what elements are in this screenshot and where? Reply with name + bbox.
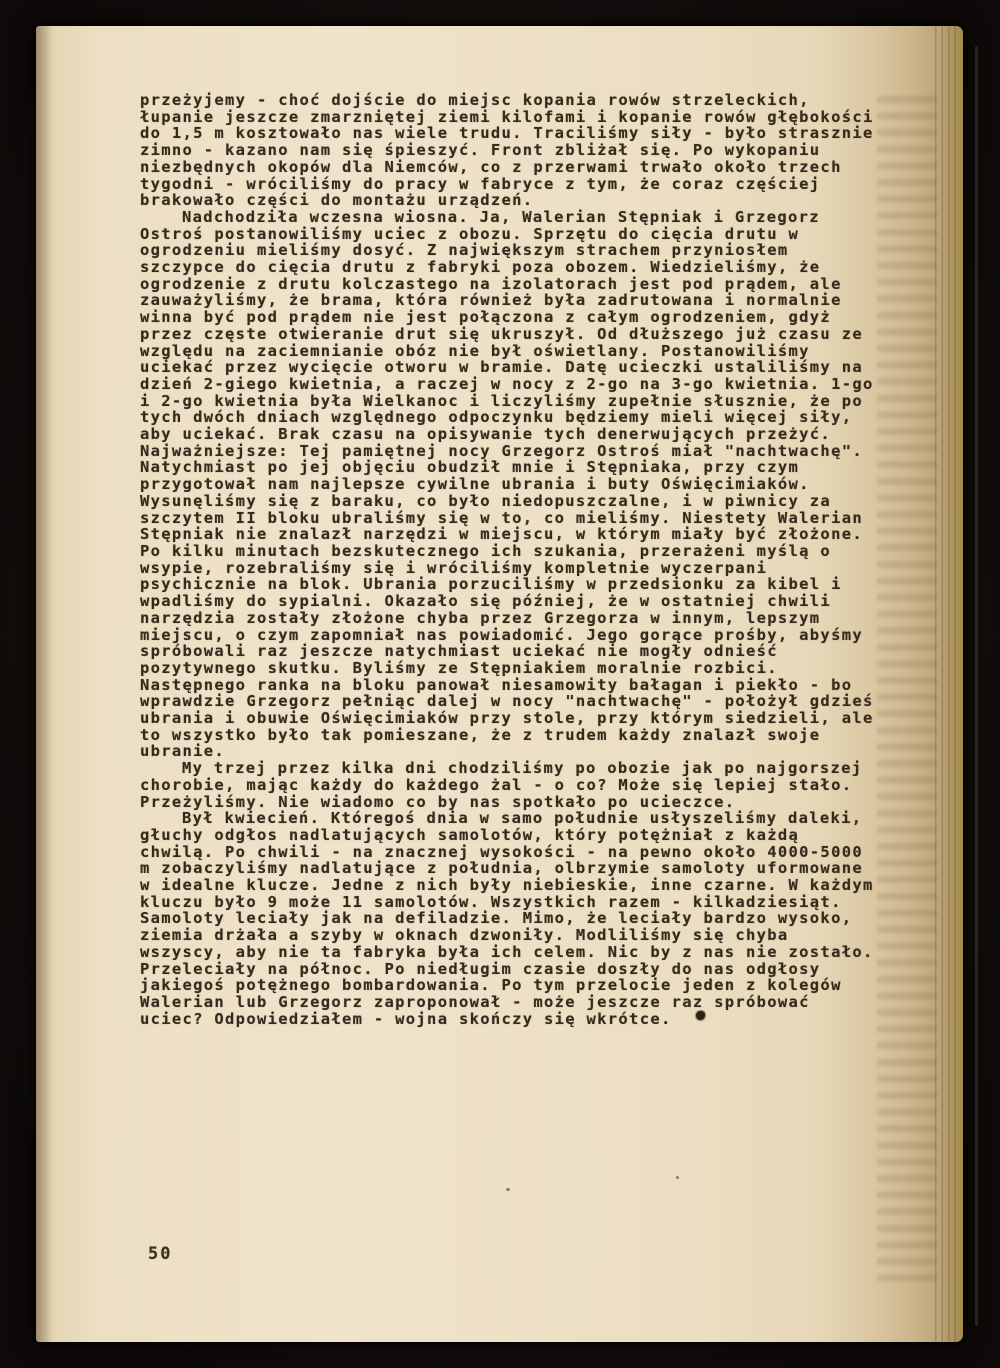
page-stack-edge xyxy=(935,26,961,1342)
page-left-edge-shadow xyxy=(36,26,54,1342)
paragraph-1: przeżyjemy - choć dojście do miejsc kopania rowów strzeleckich, łupanie jeszcze zmarzniętej ziemi kilofami i kopanie rowów głębokości do 1,5 m kosztowało nas wiele trudu. Traciliśmy siły - było strasznie zimno - kazano nam się śpieszyć. Front zbliżał się. Po wykopaniu niezbędnych okopów dla Niemców, co z przerwami trwało około trzech tygodni - wróciliśmy do pracy w fabryce z tym, że coraz częściej brakowało części do montażu urządzeń. xyxy=(140,91,874,210)
bleed-through-text xyxy=(877,96,937,1286)
scan-speck xyxy=(676,1176,679,1179)
book-page xyxy=(36,26,963,1342)
paragraph-2: Nadchodziła wczesna wiosna. Ja, Walerian Stępniak i Grzegorz Ostroś postanowiliśmy uciec z obozu. Sprzętu do cięcia drutu w ogrodzeniu mieliśmy dosyć. Z największym strachem przyniosłem szczypce do cięcia drutu z fabryki poza obozem. Wiedzieliśmy, że ogrodzenie z drutu kolczastego na izolatorach jest pod prądem, ale zauważyliśmy, że brama, która również była zadrutowana i normalnie winna być pod prądem nie jest połączona z całym ogrodzeniem, gdyż przez częste otwieranie drut się ukruszył. Od dłuższego już czasu ze względu na zaciemnianie obóz nie był oświetlany. Postanowiliśmy uciekać przez wycięcie otworu w bramie. Datę ucieczki ustaliliśmy na dzień 2-giego kwietnia, a raczej w nocy z 2-go na 3-go kwietnia. 1-go i 2-go kwietnia była Wielkanoc i liczyliśmy zupełnie słusznie, że po tych dwóch dniach względnego odpoczynku będziemy mieli więcej siły, aby uciekać. Brak czasu na opisywanie tych denerwujących przeżyć. Najważniejsze: Tej pamiętnej nocy Grzegorz Ostroś miał "nachtwachę". Natychmiast po jej objęciu obudził mnie i Stępniaka, przy czym przygotował nam najlepsze cywilne ubrania i buty Oświęcimiaków. Wysunęliśmy się z baraku, co było niedopuszczalne, i w piwnicy za szczytem II bloku ubraliśmy się w to, co mieliśmy. Niestety Walerian Stępniak nie znalazł narzędzi w miejscu, w którym miały być złożone. Po kilku minutach bezskutecznego ich szukania, przerażeni myślą o wsypie, rozebraliśmy się i wróciliśmy kompletnie wyczerpani psychicznie na blok. Ubrania porzuciliśmy w przedsionku za kibel i wpadliśmy do sypialni. Okazało się później, że w ostatniej chwili narzędzia zostały złożone chyba przez Grzegorza w innym, lepszym miejscu, o czym zapomniał nas powiadomić. Jego gorące prośby, abyśmy spróbowali raz jeszcze natychmiast uciekać nie mogły odnieść pozytywnego skutku. Byliśmy ze Stępniakiem moralnie rozbici. Następnego ranka na bloku panował niesamowity bałagan i piekło - bo wprawdzie Grzegorz pełniąc dalej w nocy "nachtwachę" - położył gdzieś ubrania i obuwie Oświęcimiaków przy stole, przy którym siedzieli, ale to wszystko było tak pomieszane, że z trudem każdy znalazł swoje ubranie. xyxy=(140,207,874,761)
paragraph-3: My trzej przez kilka dni chodziliśmy po obozie jak po najgorszej chorobie, mając każdy do każdego żal - o co? Może się lepiej stało. Przeżyliśmy. Nie wiadomo co by nas spotkało po ucieczce. xyxy=(140,759,863,811)
paragraph-4: Był kwiecień. Któregoś dnia w samo południe usłyszeliśmy daleki, głuchy odgłos nadlatujących samolotów, który potężniał z każdą chwilą. Po chwili - na znacznej wysokości - na pewno około 4000-5000 m zobaczyliśmy nadlatujące z południa, olbrzymie samoloty uformowane w idealne klucze. Jedne z nich były niebieskie, inne czarne. W każdym kluczu było 9 może 11 samolotów. Wszystkich razem - kilkadziesiąt. Samoloty leciały jak na defiladzie. Mimo, że leciały bardzo wysoko, ziemia drżała a szyby w oknach dzwoniły. Modliliśmy się chyba wszyscy, aby nie ta fabryka była ich celem. Nic by z nas nie zostało. Przeleciały na północ. Po niedługim czasie doszły do nas odgłosy jakiegoś potężnego bombardowania. Po tym przelocie jeden z kolegów Walerian lub Grzegorz zaproponował - może jeszcze raz spróbować uciec? Odpowiedziałem - wojna skończy się wkrótce. xyxy=(140,809,874,1028)
page-text-block xyxy=(140,92,882,1027)
scan-speck xyxy=(506,1188,510,1191)
adjacent-page-edge xyxy=(975,46,978,1326)
page-number: 50 xyxy=(148,1244,173,1264)
